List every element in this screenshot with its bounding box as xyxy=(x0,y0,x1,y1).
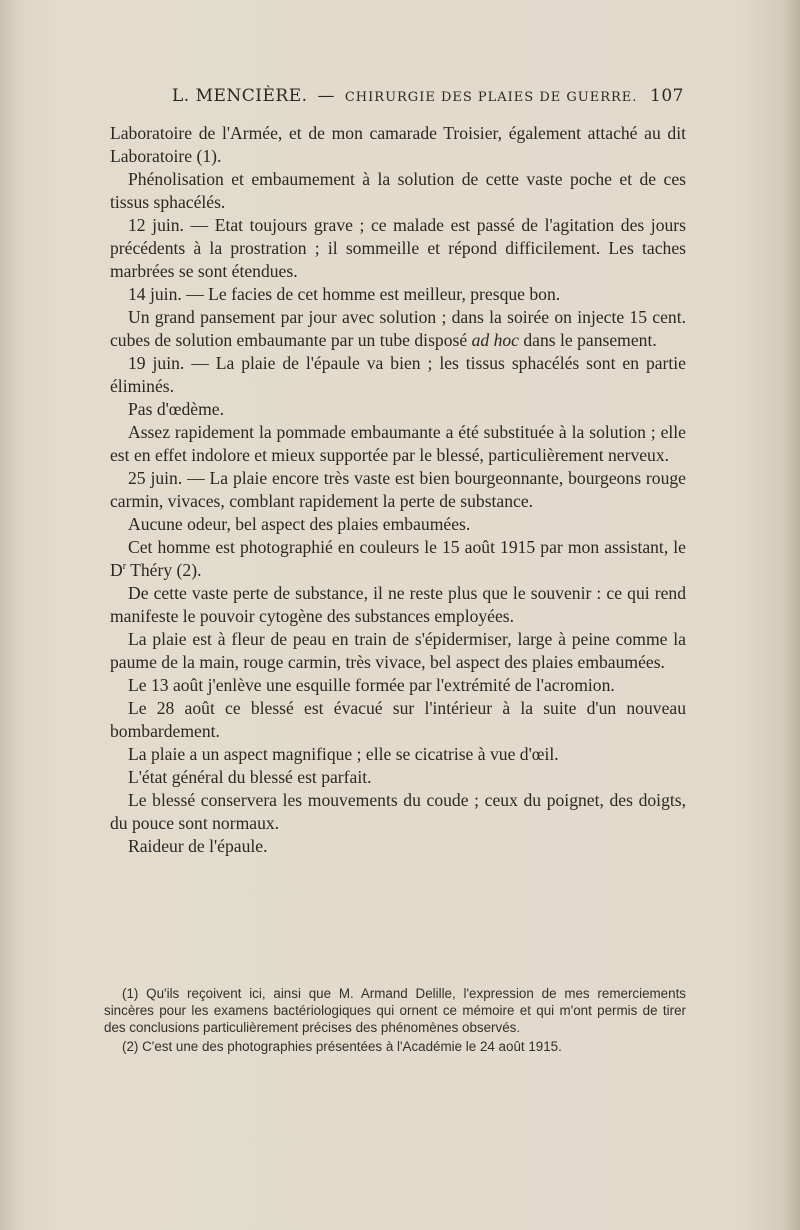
paragraph-plaie-fleur: La plaie est à fleur de peau en train de s'épidermiser, large à peine comme la paume de la main, rouge carmin, très vivace, bel aspect des plaies embaumées. xyxy=(110,629,686,672)
paragraph-12-juin: 12 juin. — Etat toujours grave ; ce malade est passé de l'agitation des jours précédents à la prostration ; il sommeille et répond difficilement. Les taches marbrées se sont étendues. xyxy=(110,215,686,281)
paragraph-pansement xyxy=(110,306,686,352)
paragraph-photographie-tail: Théry (2). xyxy=(126,560,202,580)
paragraph-perte-substance: De cette vaste perte de substance, il ne reste plus que le souvenir : ce qui rend manifeste le pouvoir cytogène des substances employées. xyxy=(110,583,686,626)
doctor-superscript: r xyxy=(122,561,127,573)
paragraph-19-juin: 19 juin. — La plaie de l'épaule va bien ; les tissus sphacélés sont en partie éliminés. xyxy=(110,353,686,396)
header-title: CHIRURGIE DES PLAIES DE GUERRE. xyxy=(344,90,638,105)
paragraph-pansement-tail: dans le pansement. xyxy=(518,330,657,350)
paragraph-raideur: Raideur de l'épaule. xyxy=(128,836,268,856)
running-header xyxy=(172,86,692,106)
footnote-1: (1) Qu'ils reçoivent ici, ainsi que M. Armand Delille, l'expression de mes remerciements sincères pour les examens bactériologiques qui ornent ce mémoire et qui m'ont permis de tirer des conclusions particulièrement précises des phénomènes observés. xyxy=(104,986,686,1035)
latin-ad-hoc: ad hoc xyxy=(471,330,519,350)
paragraph-28-aout: Le 28 août ce blessé est évacué sur l'intérieur à la suite d'un nouveau bombardement. xyxy=(110,698,686,741)
paragraph-continuation: Laboratoire de l'Armée, et de mon camarade Troisier, également attaché au dit Laboratoire (1). xyxy=(110,123,686,166)
paragraph-odeur: Aucune odeur, bel aspect des plaies embaumées. xyxy=(128,514,471,534)
header-dash: — xyxy=(317,86,335,106)
paragraph-etat-general: L'état général du blessé est parfait. xyxy=(128,767,372,787)
footnotes xyxy=(104,985,686,1057)
paragraph-pansement-text: Un grand pansement par jour avec solution ; dans la soirée on injecte 15 cent. cubes de solution embaumante par un tube disposé xyxy=(110,307,686,350)
paragraph-14-juin: 14 juin. — Le facies de cet homme est meilleur, presque bon. xyxy=(128,284,561,304)
paragraph-pommade: Assez rapidement la pommade embaumante a été substituée à la solution ; elle est en effet indolore et mieux supportée par le blessé, particulièrement nerveux. xyxy=(110,422,686,465)
paragraph-13-aout: Le 13 août j'enlève une esquille formée par l'extrémité de l'acromion. xyxy=(128,675,615,695)
header-author: L. MENCIÈRE. xyxy=(172,86,308,106)
paragraph: Phénolisation et embaumement à la solution de cette vaste poche et de ces tissus sphacélés. xyxy=(110,169,686,212)
paragraph-25-juin: 25 juin. — La plaie encore très vaste est bien bourgeonnante, bourgeons rouge carmin, vivaces, comblant rapidement la perte de substance. xyxy=(110,468,686,511)
page-number: 107 xyxy=(650,86,684,106)
main-text xyxy=(110,122,686,858)
paragraph-oedeme: Pas d'œdème. xyxy=(128,399,225,419)
paragraph-photographie-text: Cet homme est photographié en couleurs le 15 août 1915 par mon assistant, le D xyxy=(110,537,686,580)
paragraph-mouvements: Le blessé conservera les mouvements du coude ; ceux du poignet, des doigts, du pouce sont normaux. xyxy=(110,790,686,833)
paragraph-cicatrise: La plaie a un aspect magnifique ; elle se cicatrise à vue d'œil. xyxy=(128,744,559,764)
footnote-2: (2) C'est une des photographies présentées à l'Académie le 24 août 1915. xyxy=(122,1039,562,1054)
paragraph-photographie xyxy=(110,536,686,582)
